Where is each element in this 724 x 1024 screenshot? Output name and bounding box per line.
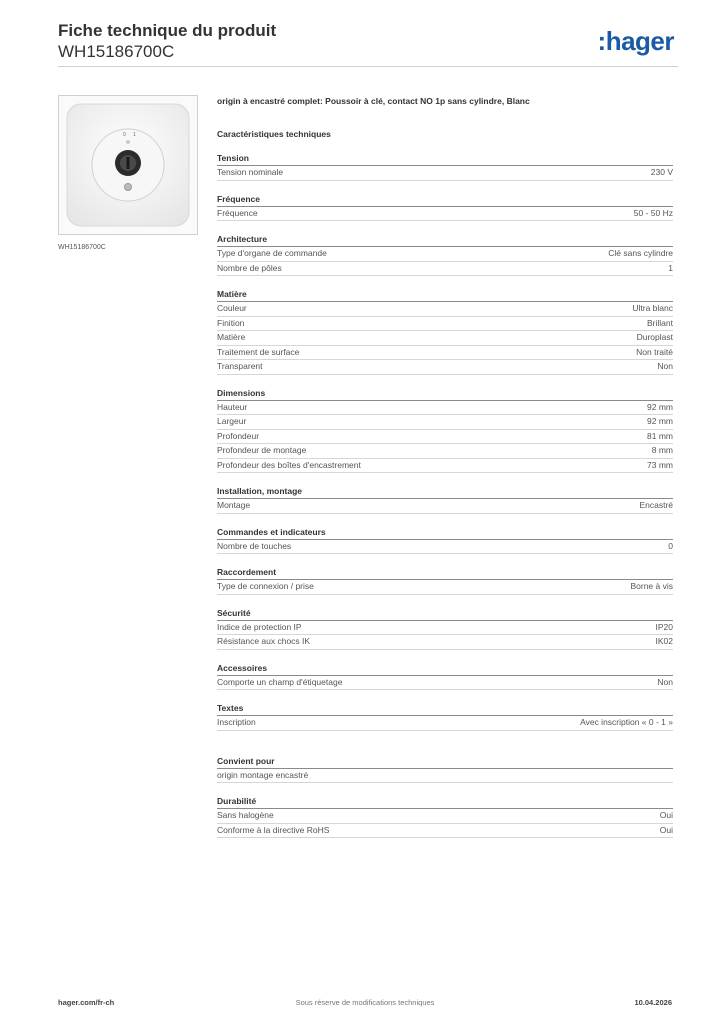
spec-value: 92 mm: [647, 401, 673, 412]
spec-label: Indice de protection IP: [217, 621, 302, 632]
spec-group-title: Sécurité: [217, 607, 673, 621]
spec-group-title: Fréquence: [217, 193, 673, 207]
spec-row: [217, 360, 673, 375]
spec-label: Traitement de surface: [217, 346, 300, 357]
spec-row: [217, 716, 673, 731]
spec-group-title: Commandes et indicateurs: [217, 526, 673, 540]
spec-row: [217, 430, 673, 445]
spec-group-title: Textes: [217, 702, 673, 716]
spec-value: 50 - 50 Hz: [633, 207, 673, 218]
spec-value: Oui: [659, 824, 673, 835]
spec-label: Profondeur de montage: [217, 445, 307, 455]
spec-label: Hauteur: [217, 401, 248, 412]
spec-group-title: Raccordement: [217, 566, 673, 580]
spec-value: 8 mm: [651, 445, 673, 455]
spec-label: Type d'organe de commande: [217, 248, 327, 258]
footer-notice: Sous réserve de modifications techniques: [295, 998, 435, 1007]
spec-row: [217, 621, 673, 636]
spec-value: Clé sans cylindre: [608, 248, 673, 258]
spec-value: Non: [657, 676, 673, 687]
spec-value: 0: [668, 540, 673, 551]
spec-label: Conforme à la directive RoHS: [217, 824, 330, 835]
spec-group-title: Accessoires: [217, 662, 673, 676]
spec-row: [217, 346, 673, 361]
spec-group-title: Tension: [217, 152, 673, 166]
tech-heading: Caractéristiques techniques: [217, 129, 331, 139]
spec-label: Fréquence: [217, 207, 258, 218]
spec-row: [217, 247, 673, 262]
spec-group-title: Architecture: [217, 233, 673, 247]
spec-value: Non: [657, 361, 673, 371]
brand-name: hager: [605, 26, 674, 56]
spec-label: Résistance aux chocs IK: [217, 636, 311, 646]
spec-group-title: Installation, montage: [217, 485, 673, 499]
group-spacer: [217, 731, 673, 743]
page-header: [58, 20, 678, 62]
spec-row: [217, 580, 673, 595]
spec-row: [217, 401, 673, 416]
product-reference: WH15186700C: [58, 42, 175, 61]
page-title: Fiche technique du produit: [58, 21, 277, 40]
spec-value: Ultra blanc: [632, 303, 673, 313]
spec-label: Profondeur: [217, 430, 260, 441]
spec-value: 230 V: [650, 167, 673, 177]
spec-row: [217, 415, 673, 430]
footer-date: 10.04.2026: [634, 998, 672, 1007]
spec-value: 92 mm: [647, 416, 673, 426]
key-switch-illustration: [59, 96, 197, 234]
spec-group-title: Matière: [217, 288, 673, 302]
spec-row: [217, 262, 673, 277]
spec-row: [217, 540, 673, 555]
footer-website[interactable]: hager.com/fr-ch: [58, 998, 115, 1007]
svg-text:1: 1: [133, 132, 136, 138]
spec-label: Nombre de pôles: [217, 262, 282, 273]
spec-label: Sans halogène: [217, 810, 274, 820]
spec-value: 1: [668, 262, 673, 273]
spec-label: Finition: [217, 317, 245, 328]
spec-group-title: Convient pour: [217, 755, 673, 769]
spec-value: Oui: [659, 810, 673, 820]
spec-row: [217, 824, 673, 839]
spec-label: Comporte un champ d'étiquetage: [217, 676, 343, 687]
spec-label: Matière: [217, 332, 246, 342]
spec-label: Couleur: [217, 303, 247, 313]
spec-label: Largeur: [217, 416, 247, 426]
spec-value: 81 mm: [647, 430, 673, 441]
spec-row: [217, 769, 673, 784]
spec-label: Profondeur des boîtes d'encastrement: [217, 459, 361, 470]
product-image: [58, 95, 198, 235]
svg-text:0: 0: [123, 132, 126, 138]
spec-row: [217, 676, 673, 691]
hager-logo: :hager: [597, 26, 674, 56]
spec-value: Duroplast: [636, 332, 673, 342]
spec-row: [217, 459, 673, 474]
spec-group-title: Dimensions: [217, 387, 673, 401]
spec-row: [217, 317, 673, 332]
spec-row: [217, 302, 673, 317]
header-divider: [58, 66, 678, 67]
spec-value: IP20: [655, 621, 673, 632]
spec-row: [217, 635, 673, 650]
spec-label: Transparent: [217, 361, 263, 371]
spec-label: Type de connexion / prise: [217, 581, 314, 591]
spec-label: Inscription: [217, 717, 256, 727]
spec-value: Encastré: [639, 500, 673, 510]
spec-value: IK02: [655, 636, 673, 646]
spec-row: [217, 444, 673, 459]
product-description: origin à encastré complet: Poussoir à clé, contact NO 1p sans cylindre, Blanc: [217, 96, 530, 106]
image-caption: WH15186700C: [58, 244, 106, 251]
tech-sheet: [217, 94, 673, 838]
spec-value: Avec inscription « 0 - 1 »: [580, 717, 673, 727]
spec-row: [217, 809, 673, 824]
spec-label: Montage: [217, 500, 251, 510]
spec-label: Tension nominale: [217, 167, 284, 177]
spec-value: Brillant: [647, 317, 673, 328]
spec-group-title: Durabilité: [217, 795, 673, 809]
spec-row: [217, 207, 673, 222]
spec-row: [217, 166, 673, 181]
spec-value: Borne à vis: [630, 581, 673, 591]
spec-label: Nombre de touches: [217, 540, 292, 551]
spec-row: [217, 499, 673, 514]
spec-groups: [217, 152, 673, 838]
spec-label: origin montage encastré: [217, 769, 309, 780]
spec-row: [217, 331, 673, 346]
spec-value: 73 mm: [647, 459, 673, 470]
spec-value: Non traité: [636, 346, 673, 357]
